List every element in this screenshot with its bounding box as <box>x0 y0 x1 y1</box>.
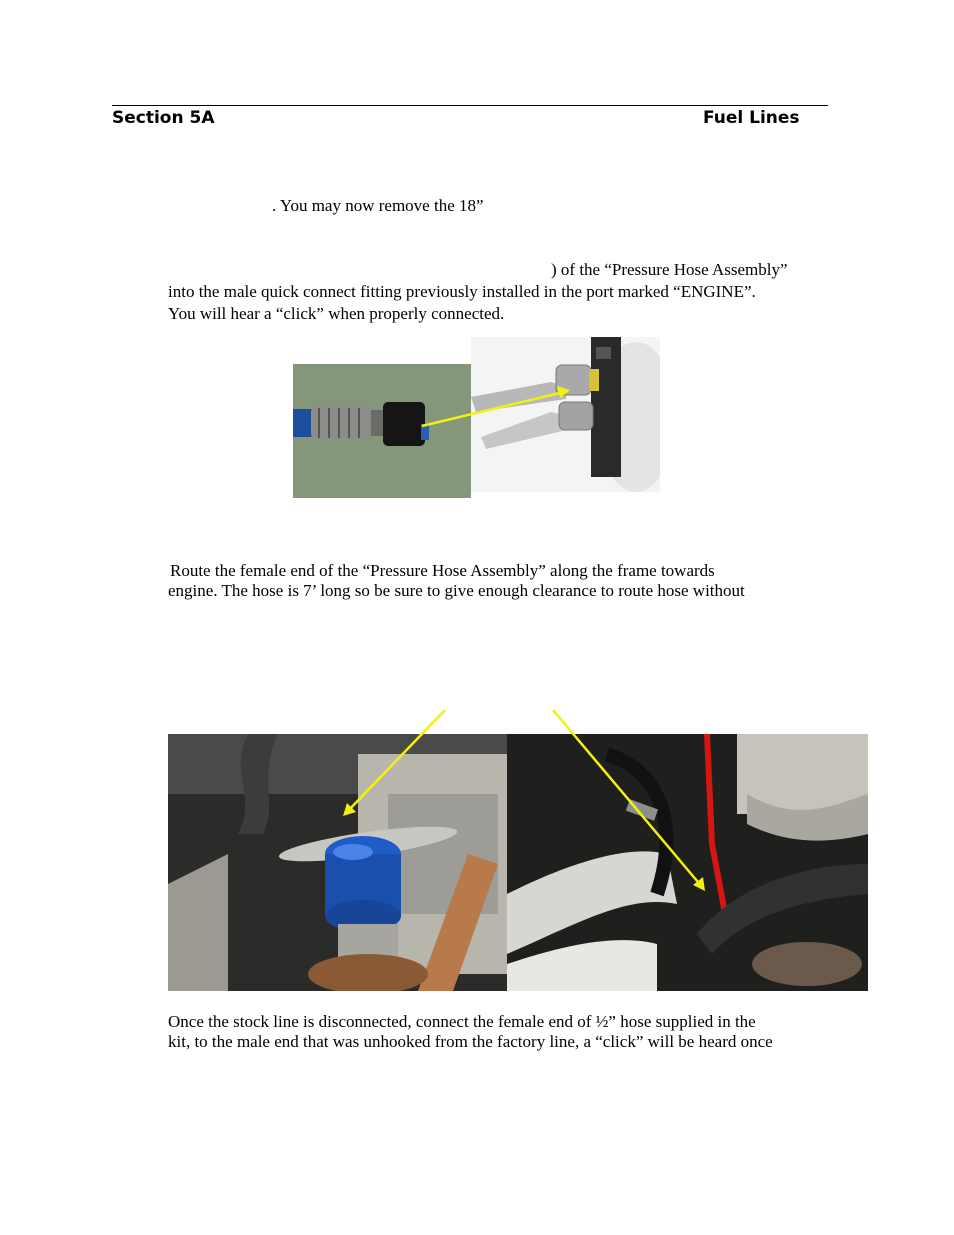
section-label: Section 5A <box>112 108 215 128</box>
paragraph-connect-line2: into the male quick connect fitting previously installed in the port marked “ENGINE”. <box>168 282 756 301</box>
paragraph-connect-half-inch-line2: kit, to the male end that was unhooked from the factory line, a “click” will be heard once <box>168 1032 773 1051</box>
paragraph-connect-line1: ) of the “Pressure Hose Assembly” <box>551 260 788 279</box>
paragraph-route-line1: Route the female end of the “Pressure Hose Assembly” along the frame towards <box>170 561 715 580</box>
paragraph-connect-half-inch-line1: Once the stock line is disconnected, connect the female end of ½” hose supplied in the <box>168 1012 756 1031</box>
paragraph-connect-line3: You will hear a “click” when properly connected. <box>168 304 505 323</box>
paragraph-route-line2: engine. The hose is 7’ long so be sure to give enough clearance to route hose without <box>168 581 745 600</box>
paragraph-remove-hose: . You may now remove the 18” <box>272 196 484 215</box>
section-title: Fuel Lines <box>703 108 800 128</box>
